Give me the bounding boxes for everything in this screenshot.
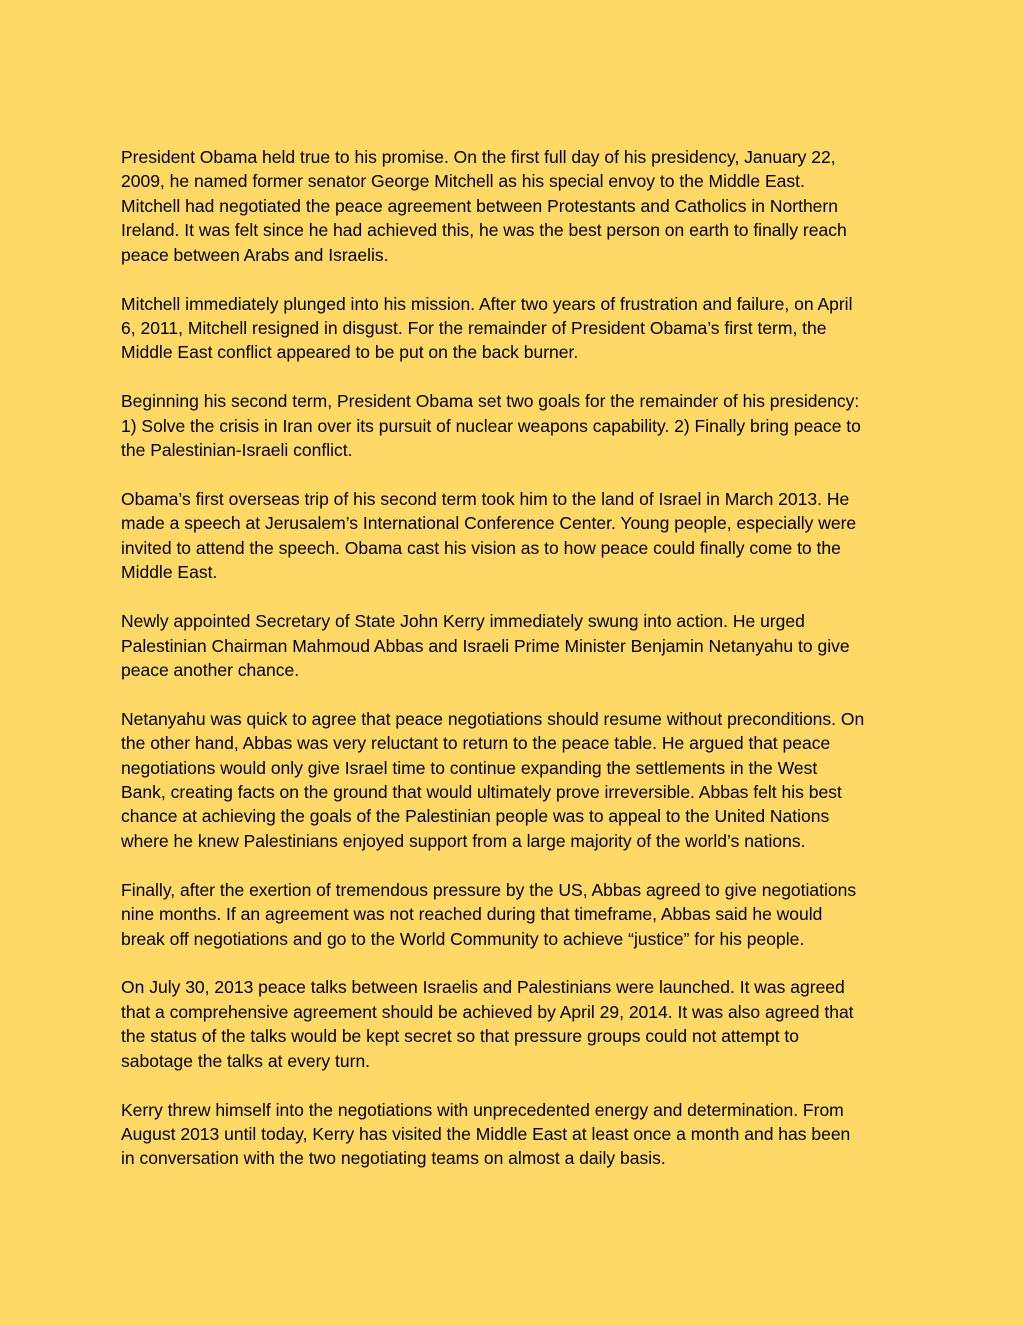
text-line: On July 30, 2013 peace talks between Israelis and Palestinians were launched. It was agreed: [121, 977, 845, 998]
text-line: Kerry threw himself into the negotiations with unprecedented energy and determination. From: [121, 1099, 844, 1120]
text-line: 6, 2011, Mitchell resigned in disgust. For the remainder of President Obama’s first term, the: [121, 317, 827, 338]
text-line: chance at achieving the goals of the Palestinian people was to appeal to the United Nations: [121, 806, 830, 827]
paragraph-kerry-negotiations: [121, 1098, 911, 1171]
text-line: Mitchell immediately plunged into his mission. After two years of frustration and failure, on April: [121, 293, 853, 314]
text-line: made a speech at Jerusalem’s International Conference Center. Young people, especially were: [121, 513, 857, 534]
text-line: peace between Arabs and Israelis.: [121, 244, 389, 265]
text-line: Netanyahu was quick to agree that peace negotiations should resume without preconditions. On: [121, 708, 865, 729]
paragraph-mitchell-appointment: [121, 145, 911, 267]
text-line: President Obama held true to his promise. On the first full day of his presidency, January 22,: [121, 147, 836, 167]
text-line: that a comprehensive agreement should be achieved by April 29, 2014. It was also agreed that: [121, 1001, 854, 1022]
text-line: Middle East conflict appeared to be put on the back burner.: [121, 342, 579, 363]
paragraph-kerry-action: [121, 609, 911, 682]
text-line: break off negotiations and go to the World Community to achieve “justice” for his people.: [121, 928, 805, 949]
text-line: peace another chance.: [121, 659, 300, 680]
text-line: invited to attend the speech. Obama cast his vision as to how peace could finally come to the: [121, 537, 841, 558]
text-line: 1) Solve the crisis in Iran over its pursuit of nuclear weapons capability. 2) Finally bring peace to: [121, 415, 861, 436]
text-line: August 2013 until today, Kerry has visited the Middle East at least once a month and has been: [121, 1124, 851, 1144]
text-line: 2009, he named former senator George Mitchell as his special envoy to the Middle East.: [121, 171, 805, 192]
text-line: sabotage the talks at every turn.: [121, 1050, 371, 1071]
text-line: Palestinian Chairman Mahmoud Abbas and Israeli Prime Minister Benjamin Netanyahu to give: [121, 635, 850, 656]
paragraph-israel-trip: [121, 487, 911, 585]
paragraph-nine-months: [121, 878, 911, 951]
text-line: negotiations would only give Israel time to continue expanding the settlements in the West: [121, 757, 818, 778]
text-line: the other hand, Abbas was very reluctant to return to the peace table. He argued that peace: [121, 733, 831, 754]
text-line: Bank, creating facts on the ground that would ultimately prove irreversible. Abbas felt his best: [121, 782, 842, 803]
text-line: Mitchell had negotiated the peace agreement between Protestants and Catholics in Northern: [121, 195, 838, 216]
text-line: Newly appointed Secretary of State John Kerry immediately swung into action. He urged: [121, 611, 805, 632]
paragraph-talks-launched: [121, 975, 911, 1073]
document-body: [121, 145, 911, 1195]
paragraph-second-term-goals: [121, 389, 911, 462]
text-line: in conversation with the two negotiating teams on almost a daily basis.: [121, 1148, 666, 1169]
text-line: the Palestinian-Israeli conflict.: [121, 440, 353, 461]
paragraph-netanyahu-abbas: [121, 707, 911, 853]
paragraph-mitchell-resignation: [121, 292, 911, 365]
text-line: where he knew Palestinians enjoyed support from a large majority of the world’s nations.: [121, 830, 806, 851]
text-line: Finally, after the exertion of tremendous pressure by the US, Abbas agreed to give negotiations: [121, 879, 857, 900]
text-line: nine months. If an agreement was not reached during that timeframe, Abbas said he would: [121, 904, 823, 925]
text-line: Obama’s first overseas trip of his second term took him to the land of Israel in March 2013. He: [121, 488, 850, 509]
text-line: Middle East.: [121, 562, 218, 583]
text-line: Beginning his second term, President Obama set two goals for the remainder of his presidency:: [121, 391, 860, 412]
text-line: Ireland. It was felt since he had achieved this, he was the best person on earth to finally reach: [121, 220, 847, 241]
text-line: the status of the talks would be kept secret so that pressure groups could not attempt to: [121, 1026, 800, 1047]
